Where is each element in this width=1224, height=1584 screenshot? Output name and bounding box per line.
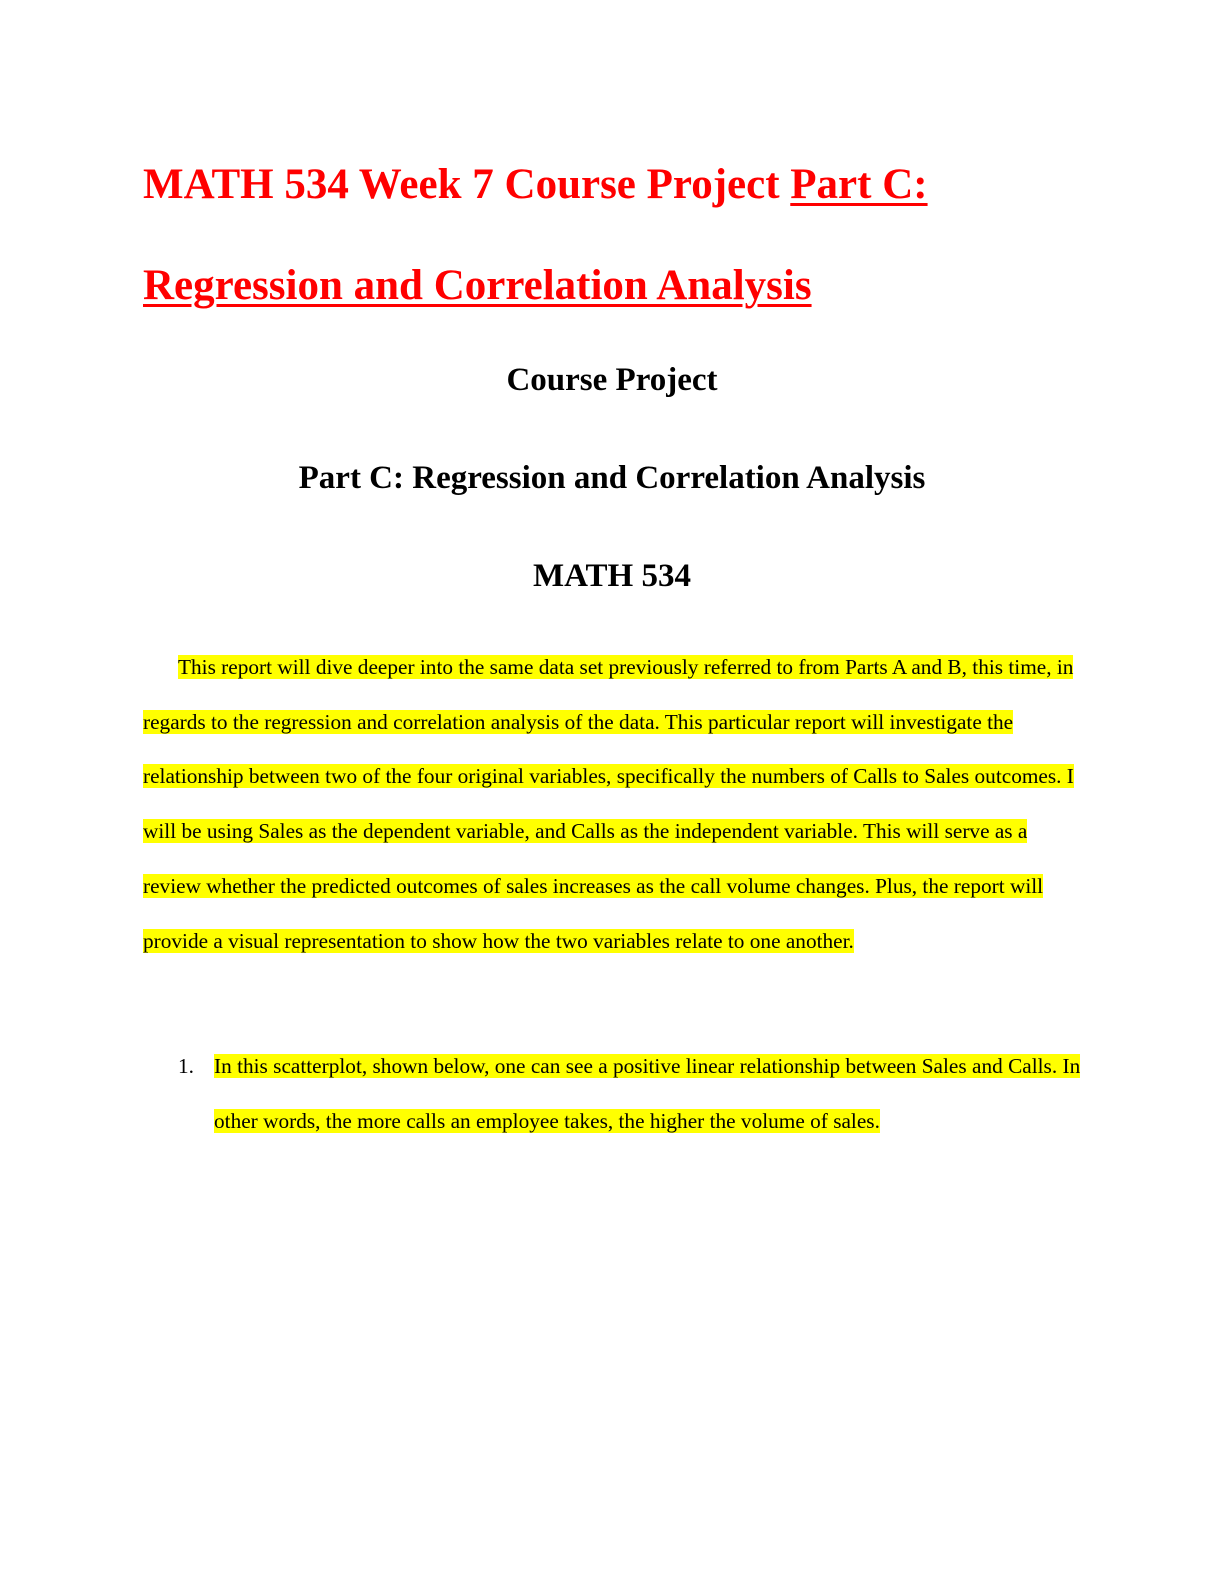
intro-paragraph-text: This report will dive deeper into the same data set previously referred to from Parts A and B, this time, in regards to the regression and correlation analysis of the data. This particular report will investigate the relationship between two of the four original variables, specifically the numbers of Calls to Sales outcomes. I will be using Sales as the dependent variable, and Calls as the independent variable. This will serve as a review whether the predicted outcomes of sales increases as the call volume changes. Plus, the report will provide a visual representation to show how the two variables relate to one another. <box>143 655 1074 953</box>
numbered-list <box>178 1039 1083 1148</box>
list-item-number: 1. <box>178 1054 194 1078</box>
list-item-text: In this scatterplot, shown below, one can see a positive linear relationship between Sales and Calls. In other words, the more calls an employee takes, the higher the volume of sales. <box>214 1054 1081 1133</box>
title-underlined-text: Part C: Regression and Correlation Analysis <box>143 161 928 309</box>
list-item <box>178 1039 1083 1148</box>
title-plain-text: MATH 534 Week 7 Course Project <box>143 161 791 208</box>
heading-part-c: Part C: Regression and Correlation Analysis <box>298 460 926 496</box>
intro-paragraph <box>143 640 1083 968</box>
heading-course-code: MATH 534 <box>533 558 691 594</box>
document-title <box>143 134 1103 336</box>
heading-course-project: Course Project <box>506 362 718 398</box>
